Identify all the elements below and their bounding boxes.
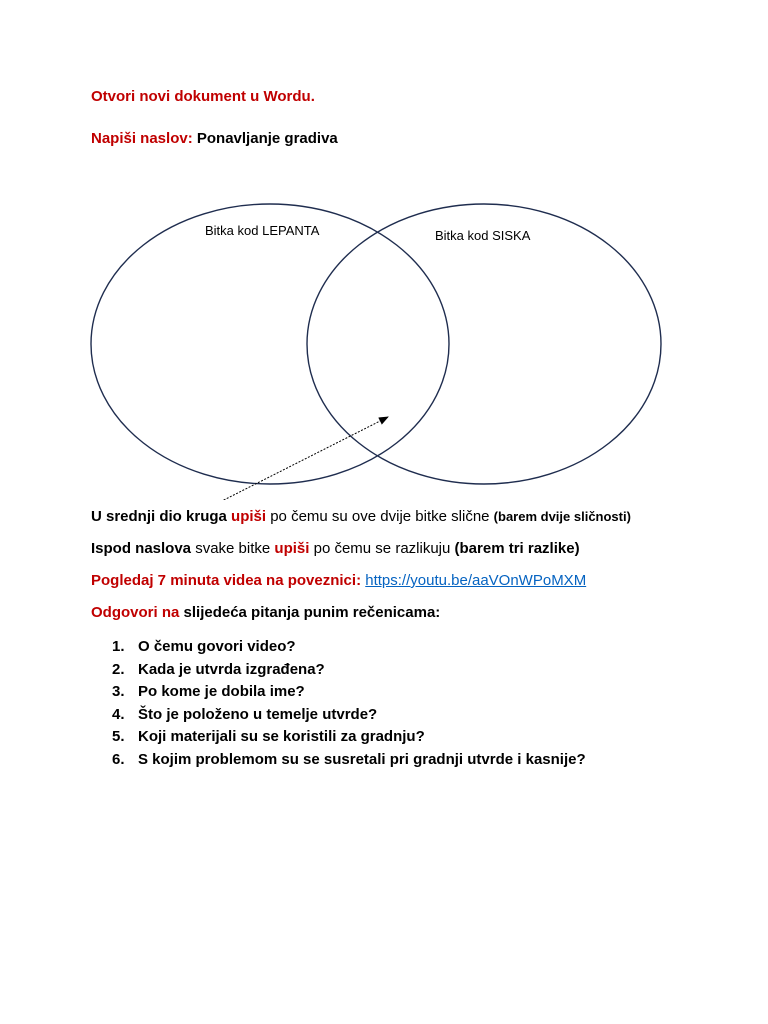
- question-number: 5.: [112, 728, 125, 746]
- p4-part-b: slijedeća pitanja punim rečenicama:: [183, 604, 441, 621]
- question-text: Što je položeno u temelje utvrde?: [138, 705, 378, 723]
- p1-part-d: (barem dvije sličnosti): [493, 509, 631, 524]
- question-text: Po kome je dobila ime?: [138, 683, 305, 701]
- p2-part-c: upiši: [274, 540, 310, 557]
- p1-part-c: po čemu su ove dvije bitke slične: [270, 508, 490, 525]
- question-text: S kojim problemom su se susretali pri gradnji utvrde i kasnije?: [138, 750, 586, 768]
- p2-part-d: po čemu se razlikuju: [313, 540, 451, 557]
- p2-part-e: (barem tri razlike): [454, 540, 580, 557]
- video-link[interactable]: https://youtu.be/aaVOnWPoMXM: [365, 572, 587, 589]
- instruction-video: [91, 572, 586, 589]
- p2-part-b: svake bitke: [195, 540, 271, 557]
- instruction-answer: [91, 604, 440, 621]
- question-number: 3.: [112, 683, 125, 701]
- question-item: [112, 636, 586, 659]
- question-item: [112, 704, 586, 727]
- video-label: Pogledaj 7 minuta videa na poveznici:: [91, 572, 362, 589]
- label-lepanto: Bitka kod LEPANTA: [205, 223, 320, 238]
- question-list: [112, 636, 586, 772]
- question-text: Kada je utvrda izgrađena?: [138, 660, 325, 678]
- arrow-to-overlap: [208, 417, 388, 500]
- title-label: Napiši naslov:: [91, 130, 193, 147]
- venn-diagram: [0, 0, 768, 500]
- instruction-open-word: Otvori novi dokument u Wordu.: [91, 88, 315, 105]
- p2-part-a: Ispod naslova: [91, 540, 192, 557]
- circle-lepanto: [91, 204, 449, 484]
- question-number: 6.: [112, 750, 125, 768]
- p1-part-b: upiši: [231, 508, 267, 525]
- question-text: O čemu govori video?: [138, 638, 296, 655]
- question-item: [112, 681, 586, 704]
- title-text: Ponavljanje gradiva: [196, 130, 338, 147]
- question-item: [112, 726, 586, 749]
- question-item: [112, 659, 586, 682]
- p4-part-a: Odgovori na: [91, 604, 180, 621]
- instruction-differences: [91, 540, 580, 557]
- question-number: 1.: [112, 638, 125, 655]
- question-number: 2.: [112, 660, 125, 678]
- circle-sisak: [307, 204, 661, 484]
- label-sisak: Bitka kod SISKA: [435, 228, 531, 243]
- question-item: [112, 749, 586, 772]
- question-text: Koji materijali su se koristili za gradnju?: [138, 728, 425, 746]
- p1-part-a: U srednji dio kruga: [91, 508, 227, 525]
- instruction-similarities: [91, 508, 631, 525]
- question-number: 4.: [112, 705, 125, 723]
